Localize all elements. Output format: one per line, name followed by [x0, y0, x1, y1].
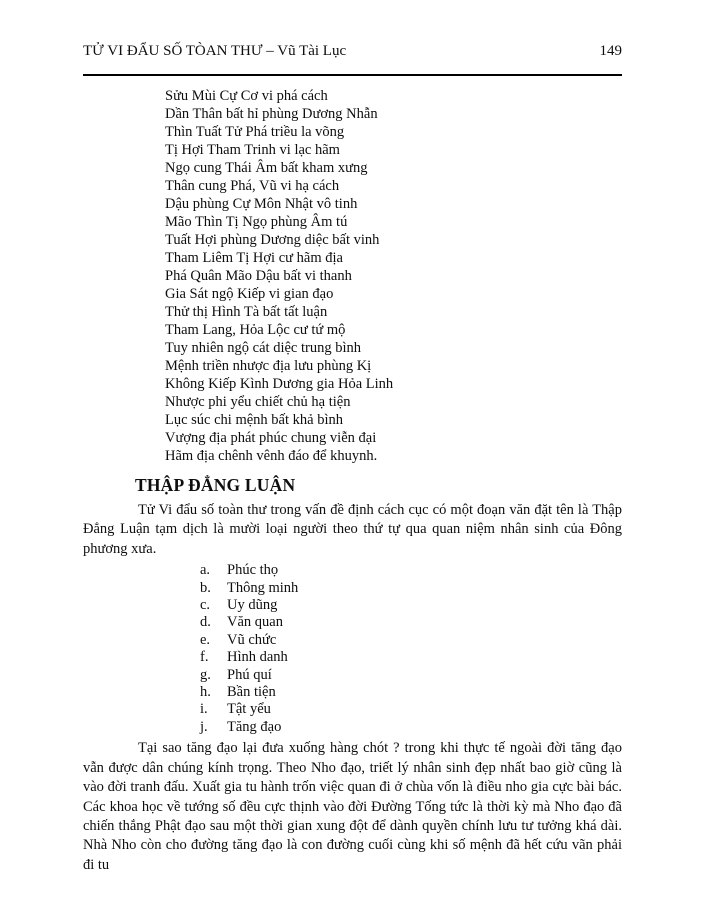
list-label: Vũ chức	[227, 631, 277, 648]
intro-paragraph: Tử Vi đẩu số toàn thư trong vấn đề định cách cục có một đoạn văn đặt tên là Thập Đẳng Luận tạm dịch là mười loại người theo thứ tự qua quan niệm nhân sinh của Đông phương xưa.	[83, 502, 622, 557]
list-label: Hình danh	[227, 649, 288, 666]
verse-line: Tham Liêm Tị Hợi cư hãm địa	[165, 250, 343, 266]
verse-line: Thìn Tuất Tử Phá triều la võng	[165, 124, 345, 140]
verse-line: Lục súc chi mệnh bất khả bình	[165, 412, 343, 428]
verse-line: Thử thị Hình Tà bất tất luận	[165, 304, 328, 320]
verse-line: Tị Hợi Tham Trinh vi lạc hãm	[165, 142, 340, 158]
list-item	[200, 649, 622, 666]
list-marker: a.	[200, 562, 211, 579]
verse-line: Tham Lang, Hỏa Lộc cư tứ mộ	[165, 322, 346, 338]
list-label: Bần tiện	[227, 684, 276, 701]
ten-grades-list	[200, 562, 622, 736]
list-label: Thông minh	[227, 579, 299, 596]
list-item	[200, 684, 622, 701]
list-marker: d.	[200, 614, 211, 631]
verse-line: Mệnh triền nhược địa lưu phùng Kị	[165, 358, 372, 374]
verse-line: Gia Sát ngộ Kiếp vi gian đạo	[165, 286, 334, 302]
list-item	[200, 597, 622, 614]
verse-line: Nhược phi yểu chiết chủ hạ tiện	[165, 394, 351, 410]
verse-line: Không Kiếp Kình Dương gia Hỏa Linh	[165, 376, 394, 392]
list-marker: e.	[200, 631, 211, 648]
list-label: Uy dũng	[227, 597, 278, 614]
verse-line: Ngọ cung Thái Âm bất kham xưng	[165, 160, 368, 176]
list-label: Tăng đạo	[227, 718, 282, 735]
list-item	[200, 614, 622, 631]
verse-line: Vượng địa phát phúc chung viễn đại	[165, 430, 377, 446]
verse-line: Tuất Hợi phùng Dương diệc bất vinh	[165, 232, 380, 248]
verse-block	[165, 87, 622, 465]
verse-line: Tuy nhiên ngộ cát diệc trung bình	[165, 340, 361, 356]
list-item	[200, 701, 622, 718]
list-item	[200, 632, 622, 649]
verse-line: Hãm địa chênh vênh đáo để khuynh.	[165, 448, 378, 464]
list-item	[200, 580, 622, 597]
verse-line: Sửu Mùi Cự Cơ vi phá cách	[165, 88, 328, 104]
list-label: Tật yểu	[227, 701, 271, 718]
section-heading: THẬP ĐẲNG LUẬN	[135, 475, 296, 495]
verse-line: Dậu phùng Cự Môn Nhật vô tinh	[165, 196, 358, 212]
list-label: Văn quan	[227, 614, 283, 631]
closing-paragraph: Tại sao tăng đạo lại đưa xuống hàng chót ? trong khi thực tế ngoài đời tăng đạo vẫn được dân chúng kính trọng. Theo Nho đạo, triết lý nhân sinh đẹp nhất bao giờ cũng là vào đời tranh đấu. Xuất gia tu hành trốn việc quan đi ở chùa vốn là điều nho gia cực bài bác. Các khoa học về tướng số đều cực thịnh vào đời Đường Tống tức là thời kỳ mà Nho đạo đã chiến thắng Phật đạo sau một thời gian xung đột để dành quyền chính lưu tư tưởng khá dài. Nhà Nho còn cho đường tăng đạo là con đường cuối cùng khi số mệnh đã hết cứu vãn phải đi tu	[83, 740, 622, 873]
list-marker: b.	[200, 579, 211, 596]
list-marker: g.	[200, 666, 211, 683]
page-header	[83, 42, 622, 61]
verse-line: Phá Quân Mão Dậu bất vi thanh	[165, 268, 352, 284]
list-item	[200, 719, 622, 736]
verse-line: Thân cung Phá, Vũ vi hạ cách	[165, 178, 340, 194]
list-marker: j.	[200, 718, 208, 735]
list-marker: i.	[200, 701, 208, 718]
list-marker: h.	[200, 684, 211, 701]
list-label: Phú quí	[227, 666, 272, 683]
list-item	[200, 667, 622, 684]
list-marker: f.	[200, 649, 209, 666]
verse-line: Mão Thìn Tị Ngọ phùng Âm tú	[165, 214, 348, 230]
list-marker: c.	[200, 597, 211, 614]
page-number: 149	[599, 43, 622, 59]
header-rule	[83, 74, 622, 76]
list-label: Phúc thọ	[227, 562, 279, 579]
list-item	[200, 562, 622, 579]
running-title: TỬ VI ĐẨU SỐ TÒAN THƯ – Vũ Tài Lục	[83, 43, 347, 59]
verse-line: Dần Thân bất hỉ phùng Dương Nhẫn	[165, 106, 378, 122]
